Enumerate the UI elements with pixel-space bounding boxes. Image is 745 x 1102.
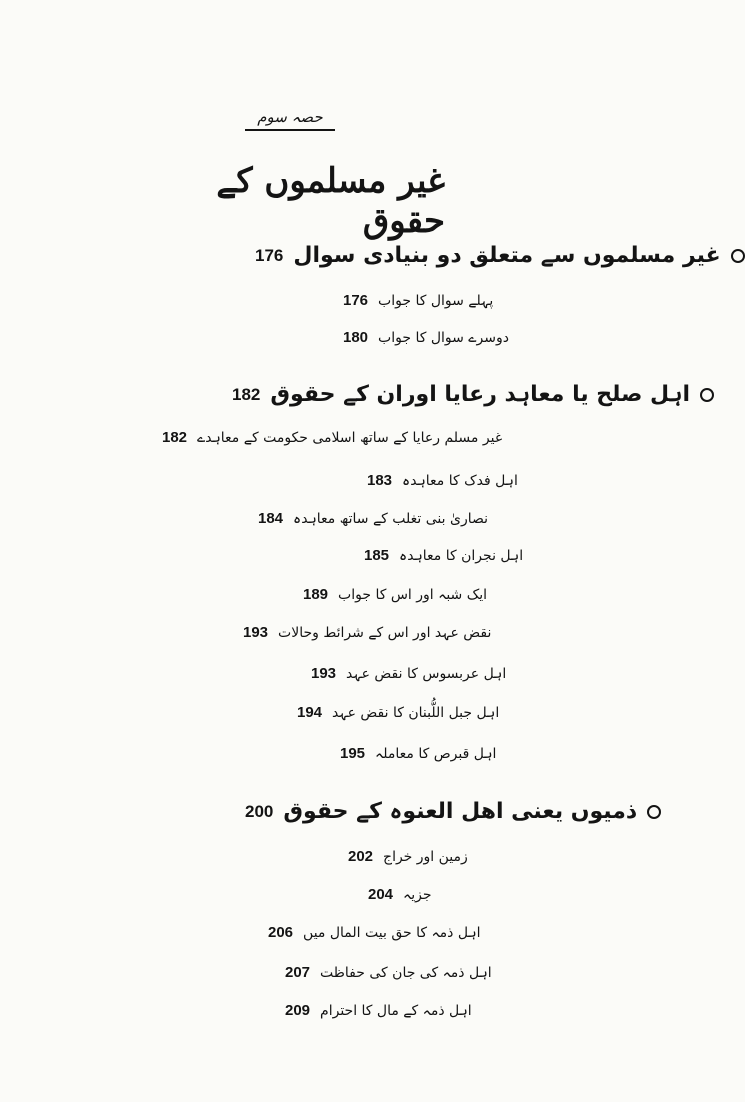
toc-page-number: 209 — [285, 1002, 311, 1019]
circle-bullet-icon — [731, 249, 745, 263]
toc-page-number: 195 — [340, 745, 366, 762]
toc-entry-text: اہل قبرص کا معاملہ — [375, 745, 497, 762]
circle-bullet-icon — [700, 388, 714, 402]
toc-page-number: 204 — [368, 886, 394, 903]
toc-entry — [285, 964, 492, 981]
toc-entry-text: اہل فدک کا معاہدہ — [402, 472, 518, 489]
toc-entry — [285, 1002, 472, 1019]
toc-entry-text: ذمیوں یعنی اهل العنوہ کے حقوق — [283, 799, 638, 824]
toc-entry-text: اہل صلح یا معاہد رعایا اوران کے حقوق — [270, 382, 691, 407]
toc-entry-text: ایک شبہ اور اس کا جواب — [338, 586, 488, 603]
toc-page-number: 182 — [232, 384, 261, 404]
toc-page-number: 206 — [268, 924, 294, 941]
toc-entry-text: اہل جبل اللُّبنان کا نقض عہد — [332, 704, 500, 721]
toc-entry-text: اہل ذمہ کے مال کا احترام — [320, 1002, 472, 1019]
toc-entry — [311, 665, 506, 682]
toc-entry — [343, 329, 509, 346]
toc-page-number: 183 — [367, 472, 393, 489]
toc-entry — [364, 547, 523, 564]
toc-entry-text: غیر مسلموں سے متعلق دو بنیادی سوال — [293, 243, 721, 268]
toc-entry-text: غیر مسلم رعایا کے ساتھ اسلامی حکومت کے معاہدے — [197, 429, 503, 446]
toc-page-number: 176 — [255, 245, 284, 265]
toc-page-number: 207 — [285, 964, 311, 981]
toc-page-number: 194 — [297, 704, 323, 721]
toc-section-2 — [232, 382, 714, 407]
toc-entry — [367, 472, 518, 489]
toc-entry-text: جزیہ — [403, 886, 432, 903]
toc-entry-text: دوسرے سوال کا جواب — [378, 329, 509, 346]
toc-page-number: 180 — [343, 329, 369, 346]
toc-page-number: 182 — [162, 429, 188, 446]
toc-entry — [348, 848, 468, 865]
toc-entry — [268, 924, 481, 941]
toc-entry — [368, 886, 432, 903]
toc-page-number: 193 — [311, 665, 337, 682]
toc-entry-text: پہلے سوال کا جواب — [378, 292, 494, 309]
toc-entry — [258, 510, 488, 527]
toc-entry-text: زمین اور خراج — [383, 848, 468, 865]
toc-page-number: 202 — [348, 848, 374, 865]
toc-page-number: 184 — [258, 510, 284, 527]
toc-page-number: 176 — [343, 292, 369, 309]
circle-bullet-icon — [647, 805, 661, 819]
toc-entry — [297, 704, 499, 721]
toc-entry-text: اہل نجران کا معاہدہ — [399, 547, 524, 564]
toc-entry — [243, 624, 491, 641]
toc-page-number: 193 — [243, 624, 269, 641]
toc-section-1 — [255, 243, 745, 268]
toc-page-number: 200 — [245, 801, 274, 821]
toc-page-number: 185 — [364, 547, 390, 564]
toc-entry-text: نقض عہد اور اس کے شرائط وحالات — [278, 624, 492, 641]
toc-page-number: 189 — [303, 586, 329, 603]
toc-entry-text: اہل ذمہ کا حق بیت المال میں — [303, 924, 481, 941]
toc-entry — [303, 586, 487, 603]
toc-section-3 — [245, 799, 661, 824]
toc-entry-text: اہل عربسوس کا نقض عہد — [346, 665, 507, 682]
page-title: غیر مسلموں کے حقوق — [216, 161, 445, 241]
toc-entry-text: اہل ذمہ کی جان کی حفاظت — [320, 964, 492, 981]
toc-entry — [162, 429, 502, 446]
toc-entry-text: نصاریٰ بنی تغلب کے ساتھ معاہدہ — [293, 510, 489, 527]
toc-entry — [343, 292, 493, 309]
part-label: حصہ سوم — [245, 108, 335, 131]
toc-entry — [340, 745, 496, 762]
